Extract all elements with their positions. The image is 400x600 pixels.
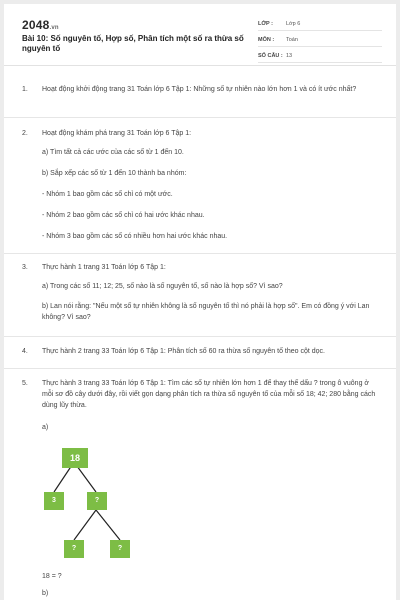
question-number: 3. xyxy=(22,264,28,271)
meta-label: MÔN : xyxy=(258,36,275,43)
sub-item: - Nhóm 2 bao gồm các số chỉ có hai ước khác nhau. xyxy=(42,212,205,219)
tree-node-right: ? xyxy=(87,492,107,510)
meta-row-subject xyxy=(258,33,382,47)
tree-node-bottom-left: ? xyxy=(64,540,84,558)
question-text: Thực hành 2 trang 33 Toán lớp 6 Tập 1: Phân tích số 60 ra thừa số nguyên tố theo cột dọc. xyxy=(42,348,326,355)
sub-item: - Nhóm 3 bao gồm các số có nhiều hơn hai ước khác nhau. xyxy=(42,233,228,240)
tree-node-bottom-right: ? xyxy=(110,540,130,558)
meta-table xyxy=(258,17,382,65)
sub-item: b) xyxy=(42,590,49,597)
sub-item: - Nhóm 1 bao gồm các số chỉ có một ước. xyxy=(42,191,173,198)
question-number: 1. xyxy=(22,86,28,93)
logo-text: 2048 xyxy=(22,18,50,32)
question-number: 4. xyxy=(22,348,28,355)
question-number: 2. xyxy=(22,130,28,137)
sub-item: a) Tìm tất cả các ước của các số từ 1 đến 10. xyxy=(42,149,184,156)
site-logo[interactable] xyxy=(22,18,59,32)
factor-tree-image xyxy=(44,446,140,562)
tree-node-root: 18 xyxy=(62,448,88,468)
divider xyxy=(4,336,396,337)
meta-value: 13 xyxy=(286,52,293,59)
tree-node-left: 3 xyxy=(44,492,64,510)
document-page xyxy=(4,4,396,600)
divider xyxy=(4,368,396,369)
sub-item: b) Lan nói rằng: "Nếu một số tự nhiên không là số nguyên tố thì nó phải là hợp số". Em có đồng ý với Lan không? Vì sao? xyxy=(42,303,370,321)
logo-suffix: .vn xyxy=(49,25,59,31)
question-text: Thực hành 3 trang 33 Toán lớp 6 Tập 1: Tìm các số tự nhiên lớn hơn 1 để thay thế dấu ? trong ô vuông ở mỗi sơ đồ cây dưới đây, rồi viết gọn dạng phân tích ra thừa số nguyên tố của mỗi số 18; 42; 280 bằng cách dùng lũy thừa. xyxy=(42,380,376,409)
question-text: Thực hành 1 trang 31 Toán lớp 6 Tập 1: xyxy=(42,264,166,271)
meta-row-grade xyxy=(258,17,382,31)
sub-item: 18 = ? xyxy=(42,573,62,580)
meta-label: LỚP : xyxy=(258,20,273,27)
question-text: Hoạt động khởi động trang 31 Toán lớp 6 Tập 1: Những số tự nhiên nào lớn hơn 1 và có ít ước nhất? xyxy=(42,86,357,93)
meta-value: Toán xyxy=(286,36,298,43)
document-header xyxy=(4,4,396,66)
meta-row-count xyxy=(258,49,382,63)
sub-item: a) Trong các số 11; 12; 25, số nào là số nguyên tố, số nào là hợp số? Vì sao? xyxy=(42,283,283,290)
meta-value: Lớp 6 xyxy=(286,20,301,27)
divider xyxy=(4,117,396,118)
divider xyxy=(4,253,396,254)
sub-item: a) xyxy=(42,424,49,431)
sub-item: b) Sắp xếp các số từ 1 đến 10 thành ba nhóm: xyxy=(42,170,187,177)
meta-label: SỐ CÂU : xyxy=(258,52,283,59)
page-title: Bài 10: Số nguyên tố, Hợp số, Phân tích một số ra thừa số nguyên tố xyxy=(22,34,244,53)
question-text: Hoạt động khám phá trang 31 Toán lớp 6 Tập 1: xyxy=(42,130,192,137)
question-number: 5. xyxy=(22,380,28,387)
